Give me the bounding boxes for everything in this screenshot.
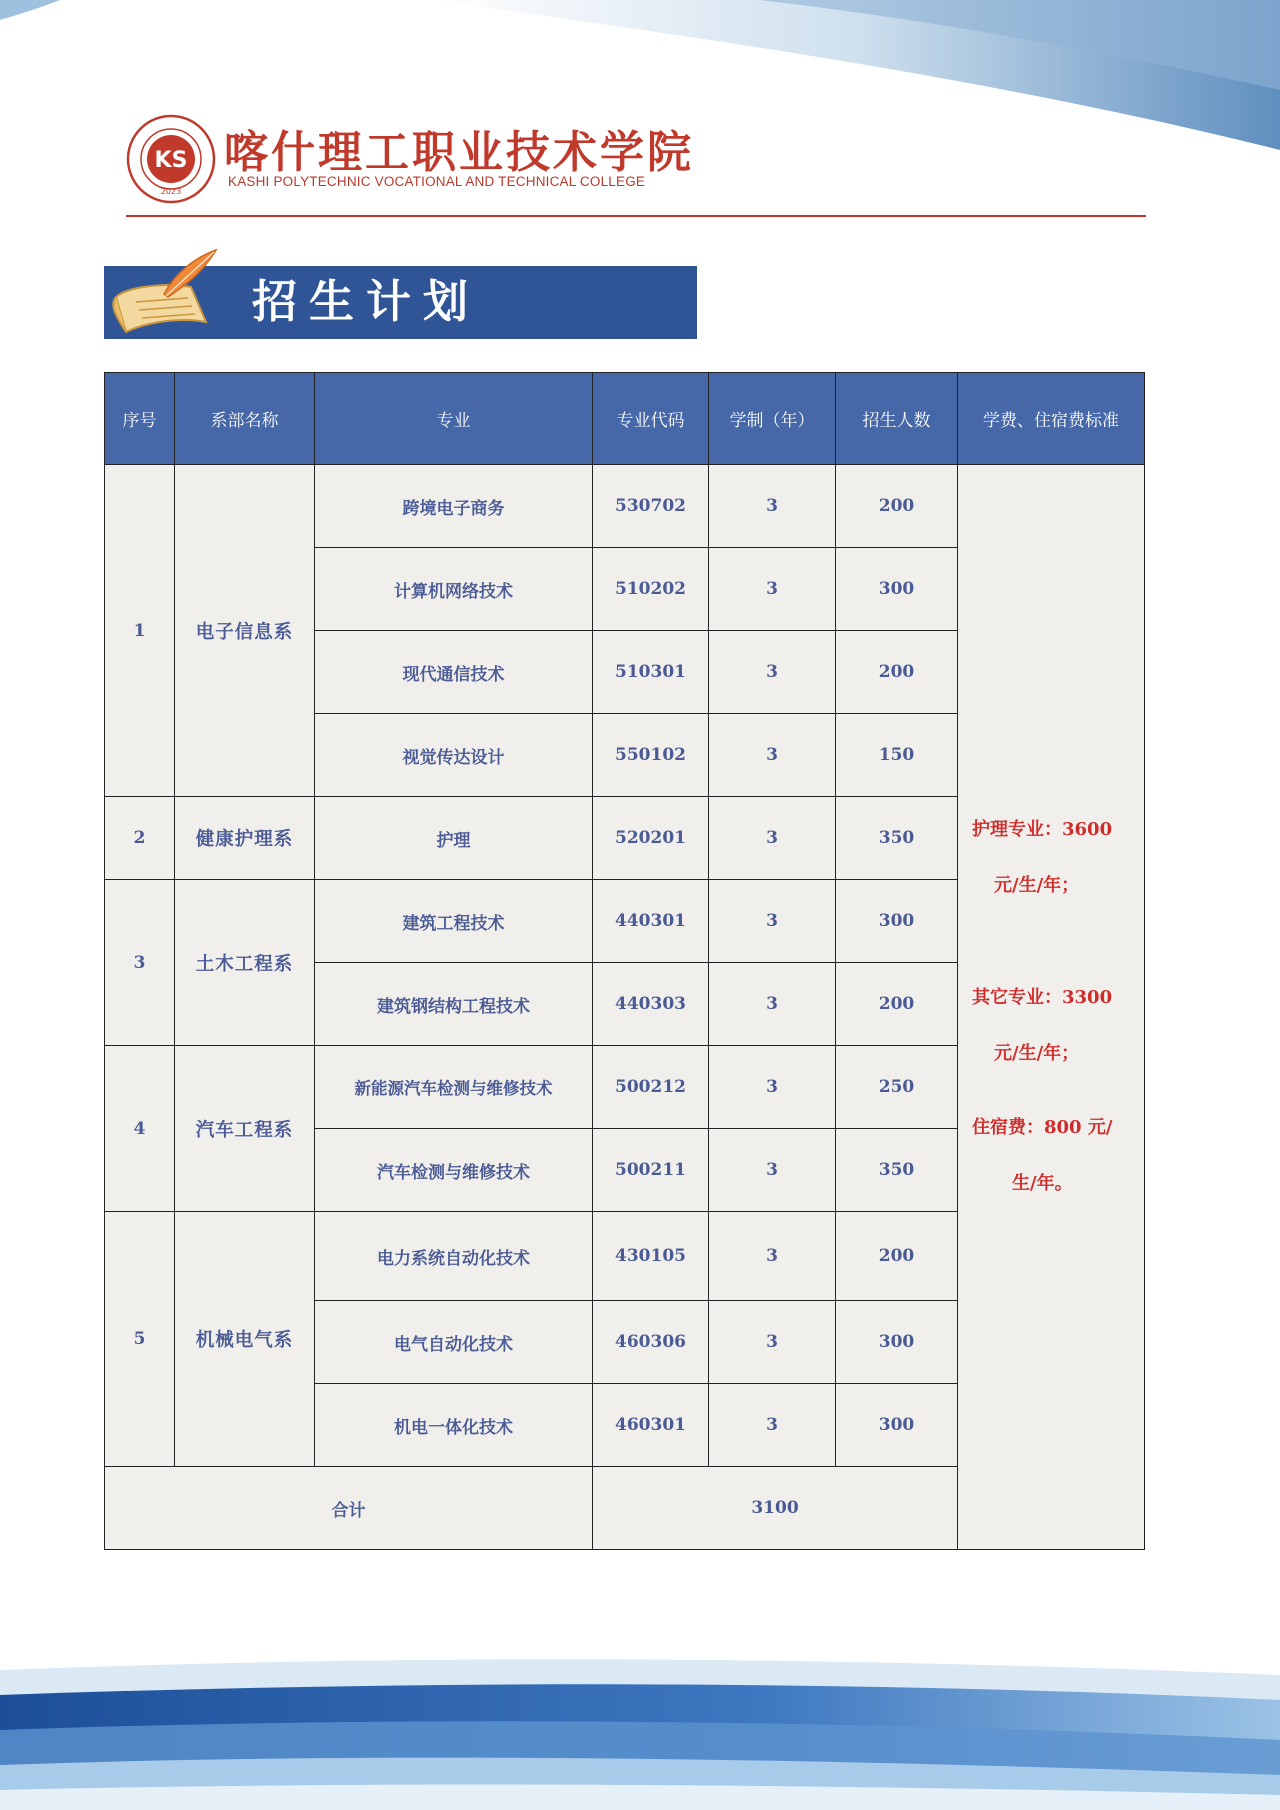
header-dept: 系部名称 [175,373,315,465]
dept-name: 汽车工程系 [175,1046,315,1212]
major-count: 200 [836,631,958,714]
major-name: 电气自动化技术 [315,1301,593,1384]
fee-nursing-line2: 元/生/年； [994,875,1080,896]
total-label: 合计 [105,1467,593,1550]
dept-seq: 3 [105,880,175,1046]
major-code: 510301 [593,631,709,714]
major-name: 建筑钢结构工程技术 [315,963,593,1046]
major-code: 440301 [593,880,709,963]
major-name: 现代通信技术 [315,631,593,714]
major-code: 500212 [593,1046,709,1129]
college-header [126,114,1146,218]
dept-seq: 2 [105,797,175,880]
table-header-row [105,373,1145,465]
major-count: 300 [836,1384,958,1467]
header-divider [126,215,1146,217]
college-seal-logo [126,114,216,204]
fee-dorm-line2: 生/年。 [1012,1173,1073,1194]
major-years: 3 [709,963,836,1046]
scroll-quill-icon [106,242,226,342]
major-name: 汽车检测与维修技术 [315,1129,593,1212]
seal-year: 2023 [160,187,182,196]
major-count: 350 [836,797,958,880]
dept-name: 电子信息系 [175,465,315,797]
dept-name: 机械电气系 [175,1212,315,1467]
major-years: 3 [709,548,836,631]
major-name: 机电一体化技术 [315,1384,593,1467]
table-row [105,465,1145,548]
major-name: 跨境电子商务 [315,465,593,548]
dept-seq: 4 [105,1046,175,1212]
dept-seq: 5 [105,1212,175,1467]
page-title: 招生计划 [252,275,481,328]
major-name: 新能源汽车检测与维修技术 [315,1046,593,1129]
major-years: 3 [709,714,836,797]
major-name: 计算机网络技术 [315,548,593,631]
major-years: 3 [709,465,836,548]
header-seq: 序号 [105,373,175,465]
dept-name: 健康护理系 [175,797,315,880]
major-name: 视觉传达设计 [315,714,593,797]
fee-gap [972,914,1134,970]
major-code: 530702 [593,465,709,548]
major-code: 550102 [593,714,709,797]
total-value: 3100 [593,1467,958,1550]
major-code: 520201 [593,797,709,880]
major-count: 200 [836,963,958,1046]
major-years: 3 [709,1212,836,1301]
dept-name: 土木工程系 [175,880,315,1046]
major-years: 3 [709,1129,836,1212]
header-major: 专业 [315,373,593,465]
header-code: 专业代码 [593,373,709,465]
enrollment-plan-table [104,372,1145,1550]
major-count: 300 [836,548,958,631]
major-years: 3 [709,631,836,714]
major-code: 460306 [593,1301,709,1384]
major-count: 200 [836,465,958,548]
major-years: 3 [709,1046,836,1129]
college-name-cn: 喀什理工职业技术学院 [224,127,694,178]
fee-nursing-line1: 护理专业：3600 [972,819,1113,840]
major-count: 350 [836,1129,958,1212]
fee-standard [958,465,1145,1550]
college-name-en: KASHI POLYTECHNIC VOCATIONAL AND TECHNICAL COLLEGE [228,174,646,189]
dept-seq: 1 [105,465,175,797]
fee-other-line2: 元/生/年； [994,1043,1080,1064]
seal-letters: KS [154,148,188,173]
major-count: 300 [836,880,958,963]
major-count: 150 [836,714,958,797]
header-fee: 学费、住宿费标准 [958,373,1145,465]
header-years: 学制（年） [709,373,836,465]
major-years: 3 [709,880,836,963]
major-name: 护理 [315,797,593,880]
major-years: 3 [709,797,836,880]
major-code: 500211 [593,1129,709,1212]
major-count: 200 [836,1212,958,1301]
fee-dorm-line1: 住宿费：800 元/ [972,1117,1113,1138]
major-code: 460301 [593,1384,709,1467]
major-code: 440303 [593,963,709,1046]
fee-other-line1: 其它专业：3300 [972,987,1113,1008]
major-code: 510202 [593,548,709,631]
major-code: 430105 [593,1212,709,1301]
bottom-background-waves [0,1600,1280,1810]
major-count: 300 [836,1301,958,1384]
major-name: 电力系统自动化技术 [315,1212,593,1301]
major-name: 建筑工程技术 [315,880,593,963]
header-count: 招生人数 [836,373,958,465]
major-years: 3 [709,1301,836,1384]
major-count: 250 [836,1046,958,1129]
major-years: 3 [709,1384,836,1467]
